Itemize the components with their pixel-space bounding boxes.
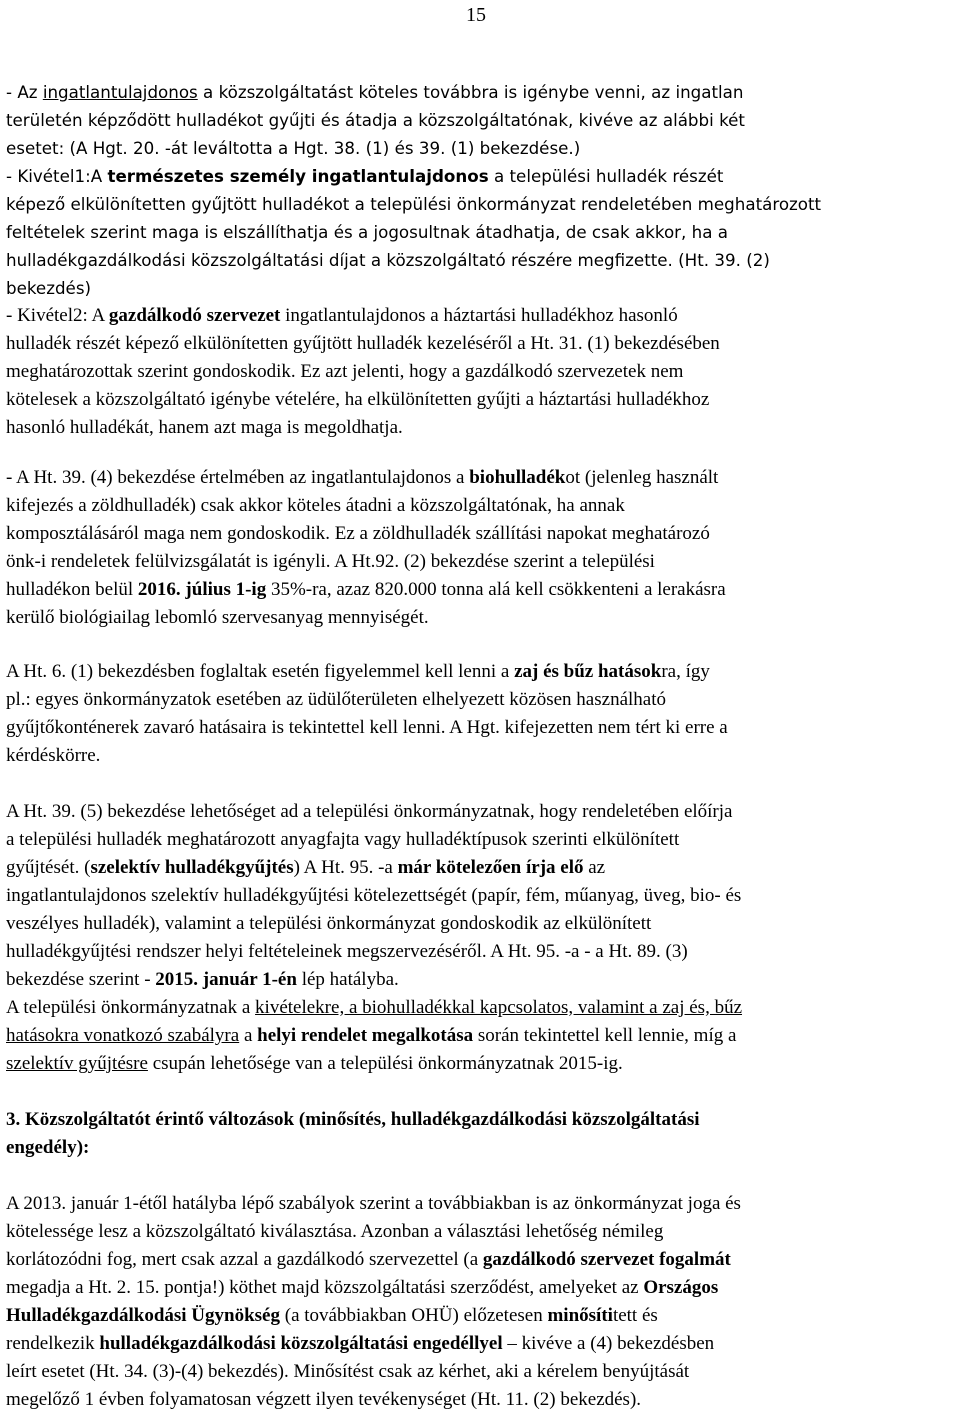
text-line [6, 828, 679, 852]
text-line [6, 856, 605, 880]
bold-text: 2015. január 1-én [155, 969, 297, 990]
bold-text: szelektív hulladékgyűjtés [90, 857, 294, 878]
underlined-text: kivételekre, a biohulladékkal kapcsolatos, valamint a zaj és, bűz [255, 997, 743, 1018]
text-span: veszélyes hulladék), valamint a települési önkormányzat gondoskodik az elkülönített [6, 913, 652, 934]
text-span: megelőző 1 évben folyamatosan végzett ilyen tevékenységet (Ht. 11. (2) bekezdés). [6, 1389, 642, 1410]
text-span: 35%-ra, azaz 820.000 tonna alá kell csökkenteni a lerakásra [266, 579, 726, 600]
text-line [6, 800, 732, 824]
bold-text: gazdálkodó szervezet fogalmát [482, 1249, 731, 1270]
text-line [6, 522, 710, 546]
text-span: leírt esetet (Ht. 34. (3)-(4) bekezdés). Minősítést csak az kérhet, aki a kérelem benyújtását [6, 1361, 690, 1382]
text-line [6, 1192, 741, 1216]
text-line [6, 884, 741, 908]
text-line [6, 416, 403, 440]
text-span: a települési hulladék részét [488, 166, 724, 186]
bold-text: már kötelezően írja elő [397, 857, 584, 878]
underlined-text: ingatlantulajdonos [42, 82, 198, 102]
text-line [6, 388, 709, 412]
text-line [6, 550, 655, 574]
text-span: ingatlantulajdonos a háztartási hulladékhoz hasonló [280, 305, 678, 326]
text-span: A Ht. 39. (5) bekezdése lehetőséget ad a települési önkormányzatnak, hogy rendeletében előírja [6, 801, 733, 822]
bold-text: 3. Közszolgáltatót érintő változások (minősítés, hulladékgazdálkodási közszolgáltatási [6, 1109, 700, 1130]
text-span: meghatározottak szerint gondoskodik. Ez azt jelenti, hogy a gazdálkodó szervezetek nem [6, 361, 684, 382]
text-line [6, 494, 625, 518]
text-span: A Ht. 6. (1) bekezdésben foglaltak esetén figyelemmel kell lenni a [6, 661, 515, 682]
text-line [6, 80, 743, 104]
text-line [6, 940, 688, 964]
text-line [6, 136, 580, 160]
text-line [6, 744, 100, 768]
text-span: A települési önkormányzatnak a [6, 997, 256, 1018]
text-line [6, 606, 429, 630]
text-span: - Az [6, 82, 43, 102]
text-line [6, 1220, 663, 1244]
text-span: - Kivétel2: A [6, 305, 109, 326]
bold-text: 2016. július 1-ig [137, 579, 267, 600]
text-span: hulladékgyűjtési rendszer helyi feltételeinek megszervezéséről. A Ht. 95. -a - a Ht. 89. (3) [6, 941, 688, 962]
text-line [6, 192, 821, 216]
bold-text: helyi rendelet megalkotása [257, 1025, 474, 1046]
text-line [6, 1052, 623, 1076]
text-span: területén képződött hulladékot gyűjti és átadja a közszolgáltatónak, kivéve az alábbi két [6, 110, 745, 130]
text-span: komposztálásáról maga nem gondoskodik. Ez a zöldhulladék szállítási napokat meghatározó [6, 523, 710, 544]
text-span: kerülő biológiailag lebomló szervesanyag mennyiségét. [6, 607, 429, 628]
text-span: gyűjtését. ( [6, 857, 91, 878]
bold-text: Országos [643, 1277, 719, 1298]
text-span: kifejezés a zöldhulladék) csak akkor köteles átadni a közszolgáltatónak, ha annak [6, 495, 625, 516]
text-line [6, 1360, 689, 1384]
text-span: megadja a Ht. 2. 15. pontja!) köthet majd közszolgáltatási szerződést, amelyeket az [6, 1277, 644, 1298]
text-span: hulladék részét képező elkülönítetten gyűjtött hulladék kezeléséről a Ht. 31. (1) bekezdésében [6, 333, 720, 354]
page-number: 15 [466, 4, 486, 26]
bold-text: természetes személy ingatlantulajdonos [107, 166, 489, 186]
text-line [6, 688, 666, 712]
bold-text: biohulladék [469, 467, 566, 488]
text-span: az [583, 857, 606, 878]
text-line [6, 996, 742, 1020]
text-span: bekezdés) [6, 278, 92, 298]
text-span: tett és [612, 1305, 658, 1326]
underlined-text: szelektív gyűjtésre [6, 1053, 148, 1074]
text-span: ingatlantulajdonos szelektív hulladékgyűjtési kötelezettségét (papír, fém, műanyag, üveg, bio- és [6, 885, 742, 906]
text-span: a települési hulladék meghatározott anyagfajta vagy hulladéktípusok szerinti elkülönített [6, 829, 680, 850]
text-line [6, 466, 718, 490]
bold-text: Hulladékgazdálkodási Ügynökség [6, 1305, 280, 1326]
text-line [6, 1304, 658, 1328]
text-line [6, 912, 651, 936]
text-span: – kivéve a (4) bekezdésben [502, 1333, 715, 1354]
text-span: - A Ht. 39. (4) bekezdése értelmében az ingatlantulajdonos a [6, 467, 470, 488]
text-span: feltételek szerint maga is elszállíthatja és a jogosultnak átadhatja, de csak akkor, ha a [6, 222, 728, 242]
text-span: önk-i rendeletek felülvizsgálatát is igényli. A Ht.92. (2) bekezdése szerint a települési [6, 551, 655, 572]
text-span: gyűjtőkonténerek zavaró hatásaira is tekintettel kell lenni. A Hgt. kifejezetten nem tért ki erre a [6, 717, 728, 738]
text-span: (a továbbiakban OHÜ) előzetesen [280, 1305, 548, 1326]
text-span: kötelessége lesz a közszolgáltató kiválasztása. Azonban a választási lehetőség némileg [6, 1221, 664, 1242]
text-span: A 2013. január 1-étől hatályba lépő szabályok szerint a továbbiakban is az önkormányzat joga és [6, 1193, 741, 1214]
text-line [6, 108, 745, 132]
text-span: során tekintettel kell lennie, míg a [473, 1025, 737, 1046]
text-span: lép hatályba. [296, 969, 399, 990]
text-line [6, 304, 678, 328]
text-span: ra, így [661, 661, 710, 682]
text-line [6, 1024, 736, 1048]
text-line [6, 360, 683, 384]
underlined-text: hatásokra vonatkozó szabályra [6, 1025, 240, 1046]
text-line [6, 1332, 714, 1356]
text-span: kötelesek a közszolgáltató igénybe vételére, ha elkülönítetten gyűjti a háztartási hulladékhoz [6, 389, 710, 410]
bold-text: engedély): [6, 1137, 90, 1158]
text-span: korlátozódni fog, mert csak azzal a gazdálkodó szervezettel (a [6, 1249, 483, 1270]
bold-text: hulladékgazdálkodási közszolgáltatási engedéllyel [99, 1333, 503, 1354]
text-span: - Kivétel1:A [6, 166, 108, 186]
text-line [6, 164, 723, 188]
text-line [6, 276, 91, 300]
text-span: hulladékon belül [6, 579, 138, 600]
text-span: a közszolgáltatást köteles továbbra is igénybe venni, az ingatlan [197, 82, 744, 102]
text-line [6, 578, 726, 602]
text-span: pl.: egyes önkormányzatok esetében az üdülőterületen elhelyezett közösen használható [6, 689, 666, 710]
text-line [6, 332, 720, 356]
text-span: esetet: (A Hgt. 20. -át leváltotta a Hgt. 38. (1) és 39. (1) bekezdése.) [6, 138, 581, 158]
text-line [6, 1248, 731, 1272]
text-span: ot (jelenleg használt [565, 467, 719, 488]
text-line [6, 968, 399, 992]
bold-text: minősíti [547, 1305, 613, 1326]
text-span: csupán lehetősége van a települési önkormányzatnak 2015-ig. [147, 1053, 623, 1074]
text-span: hulladékgazdálkodási közszolgáltatási díjat a közszolgáltató részére megfizette. (Ht. 39. (2) [6, 250, 770, 270]
bold-text: gazdálkodó szervezet [108, 305, 281, 326]
text-span: képező elkülönítetten gyűjtött hulladékot a települési önkormányzat rendeletében meghatározott [6, 194, 822, 214]
text-line [6, 1136, 89, 1160]
text-span: hasonló hulladékát, hanem azt maga is megoldhatja. [6, 417, 403, 438]
text-line [6, 660, 710, 684]
text-span: bekezdése szerint - [6, 969, 156, 990]
text-line [6, 1108, 700, 1132]
text-line [6, 1276, 718, 1300]
text-span: a [239, 1025, 258, 1046]
text-line [6, 1388, 641, 1412]
text-span: rendelkezik [6, 1333, 100, 1354]
text-span: kérdéskörre. [6, 745, 101, 766]
text-line [6, 716, 728, 740]
text-span: ) A Ht. 95. -a [293, 857, 398, 878]
text-line [6, 248, 770, 272]
bold-text: zaj és bűz hatások [514, 661, 662, 682]
text-line [6, 220, 728, 244]
